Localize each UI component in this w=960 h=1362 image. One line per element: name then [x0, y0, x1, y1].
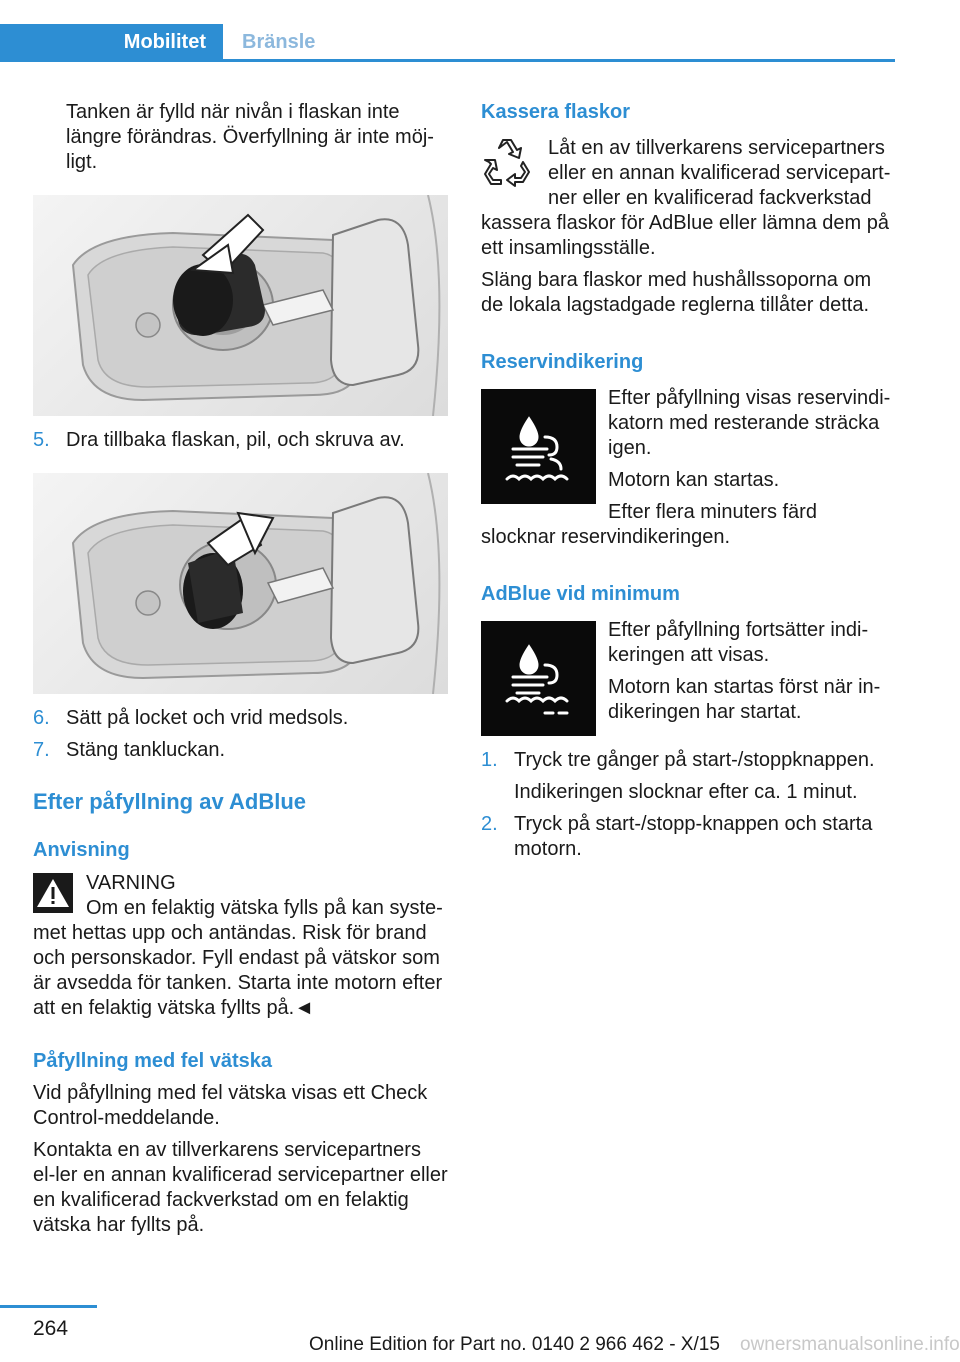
- page-number: 264: [33, 1317, 69, 1340]
- step-text: Stäng tankluckan.: [66, 739, 225, 761]
- section-title: Efter påfyllning av AdBlue: [33, 789, 307, 814]
- step-note: Indikeringen slocknar efter ca. 1 minut.: [514, 781, 858, 803]
- warning-text: Om en felaktig vätska fylls på kan syste-met hettas upp och antändas. Risk för brand och personskador. Fyll endast på vätskor som är avsedda för tanken. Starta inte motorn efter att en felaktig vätska fyllts på.◄: [33, 897, 443, 1019]
- adblue-droplet-minimum-icon: [499, 639, 579, 719]
- minimum-paragraph-1: Efter påfyllning fortsätter indi-keringen att visas.: [608, 619, 869, 666]
- wrong-fluid-title: Påfyllning med fel vätska: [33, 1050, 272, 1072]
- step-text: Dra tillbaka flaskan, pil, och skruva av.: [66, 429, 405, 451]
- wrong-fluid-paragraph-2: Kontakta en av tillverkarens servicepartners el-ler en annan kvalificerad servicepartner eller en kvalificerad fackverkstad om en felaktig vätska har fyllts på.: [33, 1139, 448, 1236]
- step-number: 1.: [481, 749, 498, 771]
- reserve-block: [481, 386, 896, 550]
- left-column: [33, 100, 448, 1245]
- adblue-minimum-indicator: [481, 621, 596, 736]
- page-header: [0, 0, 895, 62]
- reserve-paragraph-1: Efter påfyllning visas reservindi-katorn med resterande sträcka igen.: [608, 387, 891, 459]
- adblue-reserve-indicator: [481, 389, 596, 504]
- warning-label: VARNING: [86, 872, 176, 894]
- step-text: Tryck på start-/stopp-knappen och starta motorn.: [514, 813, 873, 860]
- step-5: [33, 428, 448, 453]
- dispose-paragraph-2: Släng bara flaskor med hushållssoporna om de lokala lagstadgade reglerna tillåter detta.: [481, 269, 872, 316]
- step-number: 5.: [33, 429, 50, 451]
- step-6: [33, 706, 448, 731]
- step-1: [481, 748, 896, 805]
- step-text: Tryck tre gånger på start-/stoppknappen. Indikeringen slocknar efter ca. 1 minut.: [514, 748, 896, 805]
- minimum-paragraph-2: Motorn kan startas först när in-dikeringen har startat.: [608, 676, 881, 723]
- recycle-icon: [481, 138, 533, 190]
- minimum-block: [481, 618, 896, 736]
- footer-rule: [0, 1305, 97, 1308]
- wrong-fluid-paragraph-1: Vid påfyllning med fel vätska visas ett Check Control-meddelande.: [33, 1082, 428, 1129]
- intro-text: Tanken är fylld när nivån i flaskan inte längre förändras. Överfyllning är inte möj-ligt.: [66, 101, 434, 173]
- watermark: ownersmanualsonline.info: [740, 1334, 960, 1355]
- header-rule: [0, 59, 895, 62]
- step-2: [481, 812, 896, 862]
- dispose-block: [481, 136, 896, 261]
- step-text: Sätt på locket och vrid medsols.: [66, 707, 349, 729]
- dispose-paragraph-1: Låt en av tillverkarens servicepartners eller en annan kvalificerad servicepart-ner eller en kvalificerad fackverkstad kassera flaskor för AdBlue eller lämna dem på ett insamlingsställe.: [481, 137, 891, 259]
- step-number: 6.: [33, 707, 50, 729]
- bottle-remove-illustration: [33, 473, 448, 694]
- minimum-title: AdBlue vid minimum: [481, 583, 680, 605]
- reserve-paragraph-3: Efter flera minuters färd slocknar reservindikeringen.: [481, 501, 817, 548]
- fuel-filler-photo-1: [33, 195, 448, 416]
- right-column: [481, 100, 896, 862]
- tab-mobilitet[interactable]: Mobilitet: [0, 24, 223, 61]
- step-7: [33, 738, 448, 763]
- notice-title: Anvisning: [33, 839, 130, 861]
- reserve-paragraph-2: Motorn kan startas.: [608, 469, 780, 491]
- tab-bransle[interactable]: Bränsle: [242, 31, 316, 53]
- warning-block: [33, 871, 448, 1021]
- reserve-title: Reservindikering: [481, 351, 644, 373]
- dispose-title: Kassera flaskor: [481, 101, 630, 123]
- adblue-droplet-icon: [499, 407, 579, 487]
- step-number: 2.: [481, 813, 498, 835]
- bottle-insert-illustration: [33, 195, 448, 416]
- fuel-filler-photo-2: [33, 473, 448, 694]
- edition-note: Online Edition for Part no. 0140 2 966 462 - X/15: [309, 1334, 720, 1355]
- step-number: 7.: [33, 739, 50, 761]
- warning-triangle-icon: [33, 873, 73, 913]
